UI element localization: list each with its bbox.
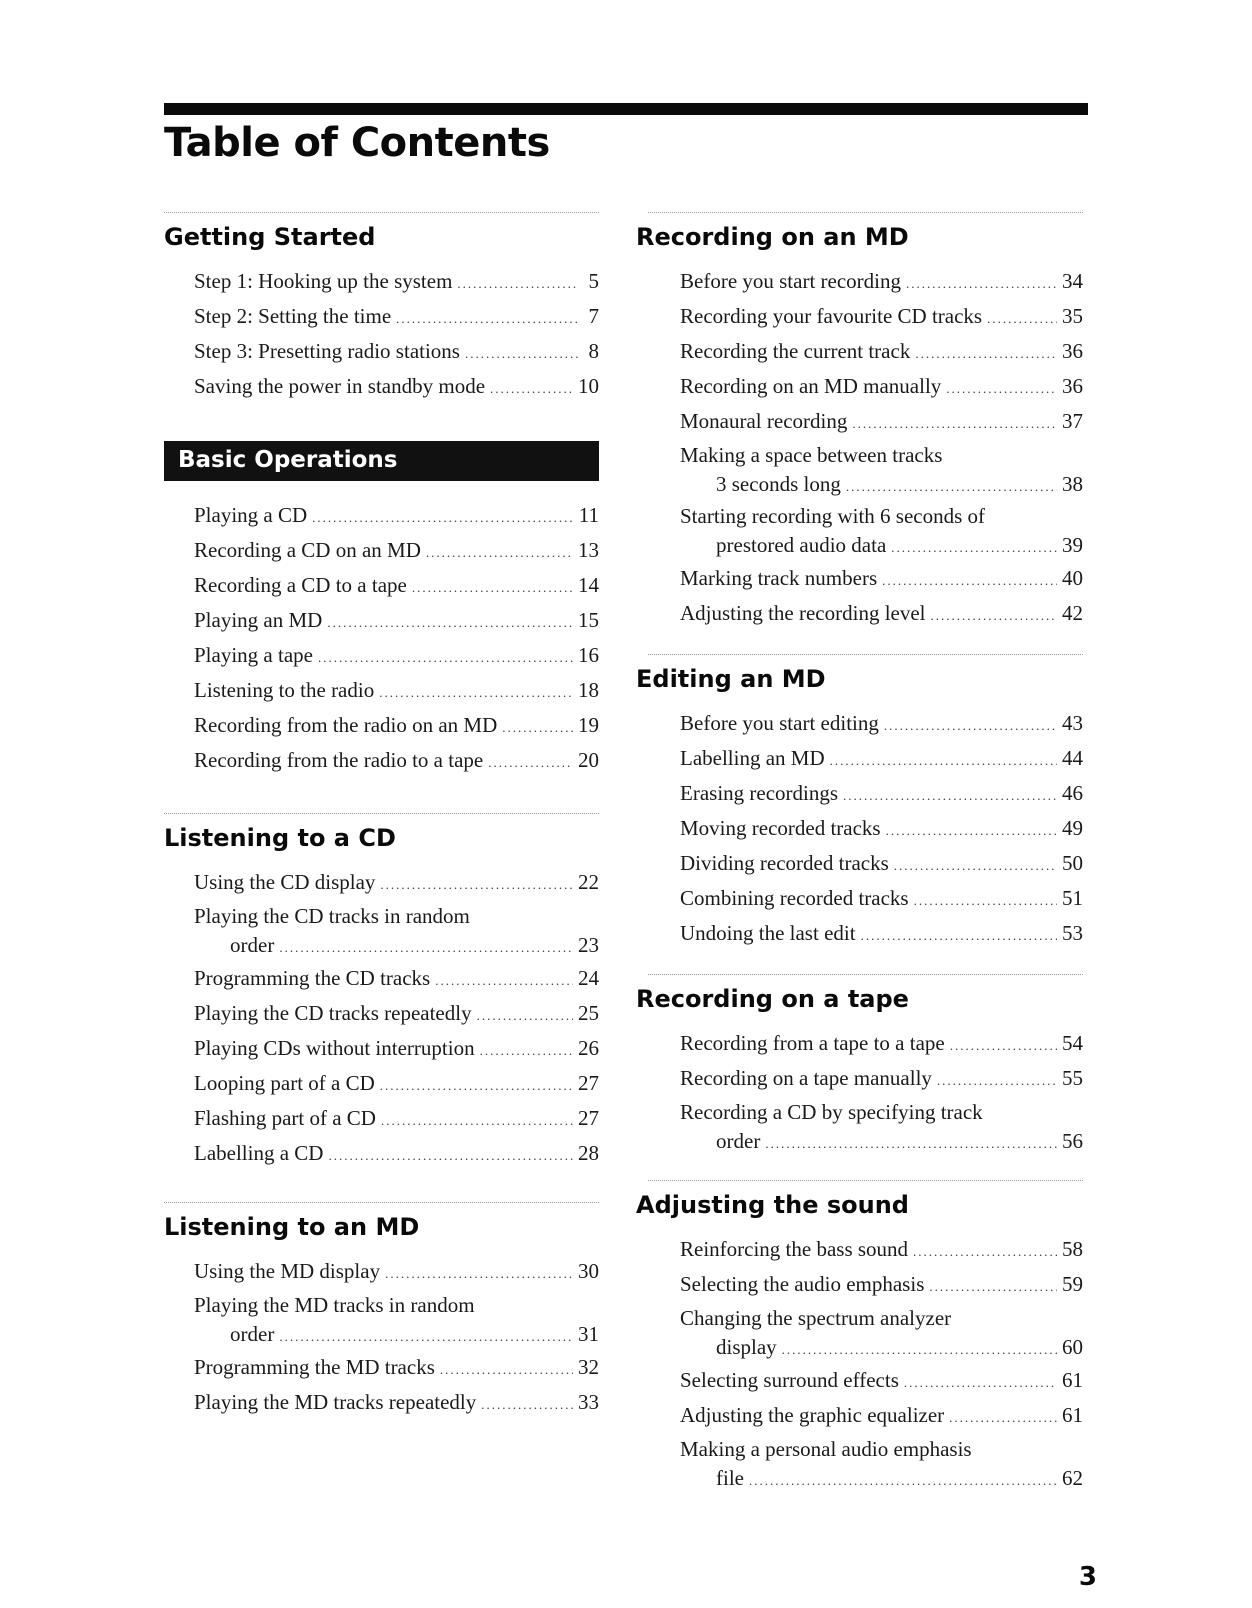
top-rule [164,103,1088,115]
toc-entry-page: 38 [1062,472,1083,496]
toc-entry-page: 50 [1062,851,1083,875]
dot-leader [852,408,1057,440]
toc-entry-label: Using the MD display [194,1259,381,1283]
dot-leader [481,1389,573,1421]
toc-entry[interactable] [680,1399,1083,1434]
toc-entry-label: Listening to the radio [194,678,375,702]
dot-leader [946,373,1057,405]
toc-entry-label: Recording a CD to a tape [194,573,407,597]
toc-entry-label: Selecting the audio emphasis [680,1272,925,1296]
dot-leader [412,572,573,604]
dot-leader [765,1130,1057,1158]
dot-leader [396,303,578,335]
toc-entry-page: 34 [1062,269,1083,293]
toc-entry[interactable] [194,1290,599,1351]
dot-leader [328,1140,573,1172]
toc-entry-page: 49 [1062,816,1083,840]
dot-leader [882,565,1057,597]
toc-entry-label: Selecting surround effects [680,1368,899,1392]
toc-entry-continuation [194,1320,599,1351]
toc-entry[interactable] [680,847,1083,882]
toc-entry-page: 42 [1062,601,1083,625]
dot-leader [477,1000,573,1032]
toc-entry-list [648,707,1083,952]
toc-entry[interactable] [680,1434,1083,1495]
section-heading: Listening to an MD [164,1213,420,1241]
toc-entry-label: Step 3: Presetting radio stations [194,339,460,363]
dot-leader [931,600,1057,632]
toc-entry-page: 58 [1062,1237,1083,1261]
toc-entry-page: 28 [578,1141,599,1165]
toc-entry[interactable] [194,744,599,779]
toc-entry-page: 56 [1062,1129,1083,1153]
toc-entry-label: Playing the CD tracks repeatedly [194,1001,472,1025]
toc-entry[interactable] [194,1351,599,1386]
toc-entry-continuation [680,470,1083,501]
toc-entry-list [648,265,1083,632]
toc-entry[interactable] [680,562,1083,597]
toc-entry-label: Playing a CD [194,503,308,527]
section-recording-on-a-tape [636,952,1083,1158]
toc-entry[interactable] [680,405,1083,440]
toc-entry[interactable] [194,639,599,674]
toc-entry-page: 23 [578,933,599,957]
toc-entry-page: 32 [578,1355,599,1379]
section-heading: Listening to a CD [164,824,396,852]
toc-entry-page: 5 [588,269,599,293]
section-banner: Basic Operations [164,441,599,481]
toc-entry-label: Recording from a tape to a tape [680,1031,945,1055]
toc-entry-page: 36 [1062,374,1083,398]
toc-entry[interactable] [194,674,599,709]
section-listening-to-an-md [164,1172,599,1421]
dot-leader [950,1030,1057,1062]
dot-leader [381,1105,573,1137]
section-divider [164,212,599,213]
toc-entry-page: 11 [578,503,599,527]
toc-entry-page: 18 [578,678,599,702]
toc-entry[interactable] [680,265,1083,300]
toc-entry[interactable] [680,370,1083,405]
toc-entry-label: Playing an MD [194,608,323,632]
toc-entry[interactable] [194,1386,599,1421]
dot-leader [987,303,1057,335]
dot-leader [949,1402,1057,1434]
toc-entry-page: 25 [578,1001,599,1025]
section-divider [164,1202,599,1203]
dot-leader [749,1467,1057,1495]
toc-entry-list [648,1027,1083,1158]
dot-leader [279,934,573,962]
toc-entry-page: 60 [1062,1335,1083,1359]
section-heading: Recording on a tape [636,985,909,1013]
toc-entry-page: 61 [1062,1368,1083,1392]
toc-entry-label: Recording on an MD manually [680,374,942,398]
toc-entry[interactable] [194,1137,599,1172]
page-number: 3 [1078,1562,1097,1592]
toc-entry-label: Monaural recording [680,409,848,433]
toc-entry[interactable] [194,1067,599,1102]
section-divider [648,1180,1083,1181]
dot-leader [915,338,1057,370]
toc-entry[interactable] [194,1102,599,1137]
toc-entry-list [648,1233,1083,1495]
section-divider [164,813,599,814]
dot-leader [380,1070,573,1102]
toc-entry-label: Starting recording with 6 seconds of [680,504,986,528]
toc-entry-label: Recording a CD by specifying track [680,1100,983,1124]
toc-entry-label: Recording your favourite CD tracks [680,304,983,328]
toc-entry-label: Dividing recorded tracks [680,851,889,875]
toc-entry-label-cont: display [716,1335,777,1359]
toc-entry-page: 16 [578,643,599,667]
toc-entry-label: Playing CDs without interruption [194,1036,475,1060]
right-column [636,212,1083,1495]
toc-entry[interactable] [194,300,599,335]
dot-leader [914,885,1057,917]
dot-leader [891,534,1057,562]
toc-entry-label: Making a space between tracks [680,443,943,467]
toc-entry-label: Recording the current track [680,339,911,363]
toc-entry-label: Adjusting the recording level [680,601,926,625]
toc-entry-label: Changing the spectrum analyzer [680,1306,952,1330]
toc-entry-continuation [194,931,599,962]
dot-leader [843,780,1057,812]
toc-entry-page: 62 [1062,1466,1083,1490]
toc-entry-page: 24 [578,966,599,990]
toc-entry[interactable] [194,569,599,604]
section-recording-on-an-md [636,212,1083,632]
toc-entry-label: Recording from the radio on an MD [194,713,498,737]
toc-entry-list [164,499,599,779]
toc-entry[interactable] [680,707,1083,742]
toc-entry-page: 61 [1062,1403,1083,1427]
toc-entry[interactable] [680,777,1083,812]
toc-entry[interactable] [680,1027,1083,1062]
toc-entry[interactable] [194,997,599,1032]
section-basic-operations [164,405,599,779]
toc-entry-label: Recording on a tape manually [680,1066,932,1090]
toc-entry-page: 20 [578,748,599,772]
toc-entry[interactable] [194,604,599,639]
section-adjusting-the-sound [636,1158,1083,1495]
toc-entry-page: 27 [578,1071,599,1095]
dot-leader [929,1271,1057,1303]
toc-entry-label: Playing a tape [194,643,313,667]
toc-entry-page: 59 [1062,1272,1083,1296]
section-heading: Recording on an MD [636,223,909,251]
toc-entry[interactable] [194,335,599,370]
toc-entry-label: Labelling an MD [680,746,825,770]
dot-leader [379,677,573,709]
toc-entry-continuation [680,1127,1083,1158]
toc-entry-page: 35 [1062,304,1083,328]
toc-entry-label-cont: file [716,1466,744,1490]
toc-entry[interactable] [680,917,1083,952]
section-heading: Getting Started [164,223,376,251]
toc-entry[interactable] [680,335,1083,370]
toc-entry-page: 7 [588,304,599,328]
dot-leader [318,642,573,674]
toc-entry-list [164,866,599,1172]
dot-leader [426,537,573,569]
dot-leader [502,712,573,744]
toc-entry-label: Erasing recordings [680,781,839,805]
toc-entry-label: Recording a CD on an MD [194,538,421,562]
toc-entry-label-cont: prestored audio data [716,533,887,557]
toc-entry-page: 39 [1062,533,1083,557]
toc-entry[interactable] [680,501,1083,562]
toc-entry-label: Making a personal audio emphasis [680,1437,972,1461]
toc-entry-label: Marking track numbers [680,566,878,590]
toc-entry-label: Playing the CD tracks in random [194,904,470,928]
toc-entry[interactable] [194,866,599,901]
dot-leader [457,268,578,300]
toc-entry[interactable] [680,812,1083,847]
toc-entry[interactable] [680,882,1083,917]
toc-entry-page: 10 [578,374,599,398]
toc-entry-page: 37 [1062,409,1083,433]
dot-leader [385,1258,573,1290]
dot-leader [440,1354,573,1386]
toc-entry-page: 54 [1062,1031,1083,1055]
toc-entry[interactable] [680,742,1083,777]
toc-entry-page: 33 [578,1390,599,1414]
left-column [164,212,599,1421]
toc-entry-page: 26 [578,1036,599,1060]
toc-entry-label: Looping part of a CD [194,1071,375,1095]
toc-entry-page: 53 [1062,921,1083,945]
toc-entry-label: Combining recorded tracks [680,886,909,910]
toc-entry-label: Programming the MD tracks [194,1355,435,1379]
toc-entry-label: Moving recorded tracks [680,816,881,840]
toc-entry[interactable] [194,1255,599,1290]
toc-entry-label-cont: 3 seconds long [716,472,841,496]
dot-leader [327,607,573,639]
toc-entry[interactable] [194,962,599,997]
toc-entry-label-cont: order [716,1129,761,1153]
dot-leader [906,268,1057,300]
toc-entry-list [164,1255,599,1421]
toc-entry-label: Recording from the radio to a tape [194,748,484,772]
toc-entry-page: 15 [578,608,599,632]
toc-entry-page: 14 [578,573,599,597]
toc-entry-label: Adjusting the graphic equalizer [680,1403,945,1427]
toc-entry-continuation [680,1333,1083,1364]
section-divider [648,654,1083,655]
toc-entry[interactable] [194,901,599,962]
toc-entry-page: 13 [578,538,599,562]
toc-entry-page: 19 [578,713,599,737]
toc-entry-label: Playing the MD tracks in random [194,1293,475,1317]
toc-entry[interactable] [680,440,1083,501]
dot-leader [937,1065,1057,1097]
dot-leader [380,869,573,901]
section-getting-started [164,212,599,405]
toc-entry[interactable] [680,300,1083,335]
toc-entry-page: 22 [578,870,599,894]
toc-entry-label: Reinforcing the bass sound [680,1237,909,1261]
toc-entry-label: Labelling a CD [194,1141,324,1165]
toc-entry-label: Using the CD display [194,870,376,894]
dot-leader [465,338,578,370]
toc-entry-label: Programming the CD tracks [194,966,431,990]
section-divider [648,974,1083,975]
toc-entry-list [164,265,599,405]
section-editing-an-md [636,632,1083,952]
toc-entry-page: 40 [1062,566,1083,590]
dot-leader [782,1336,1057,1364]
toc-entry-label-cont: order [230,933,275,957]
toc-entry[interactable] [194,534,599,569]
dot-leader [886,815,1057,847]
toc-entry-label: Step 1: Hooking up the system [194,269,453,293]
toc-entry[interactable] [680,1268,1083,1303]
toc-entry[interactable] [194,265,599,300]
toc-entry-page: 51 [1062,886,1083,910]
page-title: Table of Contents [164,120,550,166]
dot-leader [904,1367,1057,1399]
toc-entry-page: 31 [578,1322,599,1346]
toc-entry-label: Before you start recording [680,269,902,293]
toc-entry[interactable] [194,370,599,405]
dot-leader [435,965,573,997]
section-divider [648,212,1083,213]
toc-entry-page: 27 [578,1106,599,1130]
toc-entry-page: 44 [1062,746,1083,770]
dot-leader [894,850,1057,882]
toc-entry[interactable] [194,499,599,534]
dot-leader [488,747,573,779]
toc-entry[interactable] [680,1364,1083,1399]
toc-entry[interactable] [680,597,1083,632]
dot-leader [312,502,574,534]
toc-entry-page: 55 [1062,1066,1083,1090]
toc-entry-page: 43 [1062,711,1083,735]
toc-entry[interactable] [194,709,599,744]
toc-entry-label: Step 2: Setting the time [194,304,392,328]
toc-entry-label: Undoing the last edit [680,921,856,945]
toc-entry-continuation [680,1464,1083,1495]
dot-leader [830,745,1057,777]
toc-entry-label: Before you start editing [680,711,879,735]
dot-leader [480,1035,573,1067]
section-heading: Adjusting the sound [636,1191,909,1219]
toc-entry-page: 36 [1062,339,1083,363]
toc-entry-page: 30 [578,1259,599,1283]
toc-entry-label-cont: order [230,1322,275,1346]
dot-leader [846,473,1057,501]
section-listening-to-a-cd [164,779,599,1172]
toc-entry[interactable] [680,1303,1083,1364]
toc-entry-label: Saving the power in standby mode [194,374,486,398]
toc-entry-page: 8 [588,339,599,363]
toc-entry[interactable] [680,1233,1083,1268]
dot-leader [913,1236,1057,1268]
toc-entry-page: 46 [1062,781,1083,805]
dot-leader [884,710,1057,742]
toc-entry[interactable] [194,1032,599,1067]
toc-entry[interactable] [680,1097,1083,1158]
dot-leader [490,373,573,405]
toc-entry-label: Flashing part of a CD [194,1106,376,1130]
toc-entry[interactable] [680,1062,1083,1097]
toc-entry-label: Playing the MD tracks repeatedly [194,1390,477,1414]
toc-entry-continuation [680,531,1083,562]
section-heading: Editing an MD [636,665,826,693]
dot-leader [861,920,1057,952]
dot-leader [279,1323,573,1351]
